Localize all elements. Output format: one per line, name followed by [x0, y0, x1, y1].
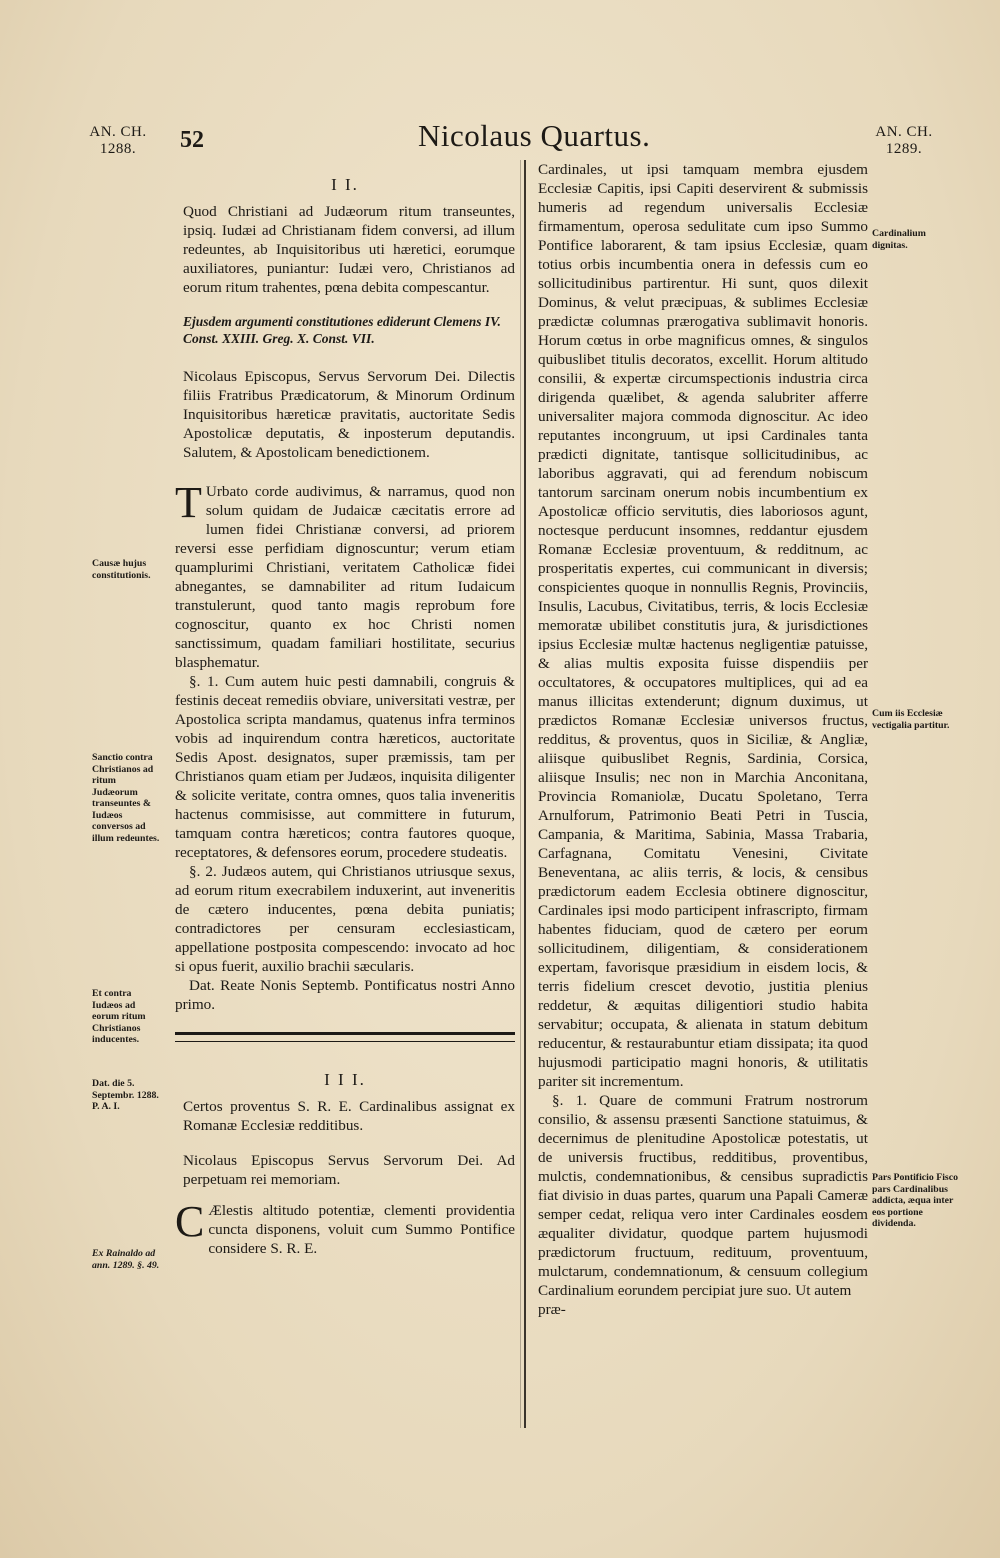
an-ch-label-right: AN. CH.	[875, 124, 933, 140]
margin-note-cardinalium: Cardinalium dignitas.	[872, 228, 926, 251]
year-left: 1288.	[99, 141, 137, 157]
section-ii-note: Ejusdem argumenti constitutiones ediderunt Clemens IV. Const. XXIII. Greg. X. Const. VII.	[183, 314, 501, 346]
catchword: præ-	[538, 1301, 566, 1318]
margin-note-pars-pontificio: Pars Pontificio Fisco pars Cardinalibus addicta, æqua inter eos portione dividenda.	[872, 1172, 958, 1229]
margin-note-causae: Causæ hujus constitutionis.	[92, 558, 151, 581]
running-title: Nicolaus Quartus.	[418, 118, 651, 153]
margin-note-contra-iudaeos: Et contra Iudæos ad eorum ritum Christianos inducentes.	[92, 988, 146, 1045]
right-column	[538, 160, 868, 1319]
dropcap-t: T	[175, 478, 202, 527]
right-paragraph-2: §. 1. Quare de communi Fratrum nostrorum consilio, & assensu præsenti Sanctione statuimus, & decernimus de plenitudine Apostolicæ potestatis, ut de universis fructibus, redditibus, proventibus, mulctis, condemnationibus, & censibus supradictis fiat divisio in duas partes, quarum una Papali Cameræ semper cedat, reliqua vero inter Cardinales eosdem æqualiter dividatur, quodque partem hujusmodi prædictorum fructuum, redituum, proventuum, mulctarum, condemnationum, & censuum collegium Cardinalium eorundem percipiat jure suo. Ut autem	[538, 1092, 868, 1299]
section-ii-address: Nicolaus Episcopus, Servus Servorum Dei. Dilectis filiis Fratribus Prædicatorum, & Minorum Ordinum Inquisitoribus hæreticæ pravitatis, auctoritate Sedis Apostolicæ deputatis, & inposterum deputandis. Salutem, & Apostolicam benedictionem.	[183, 368, 515, 461]
section-iii-heading: I I I.	[324, 1070, 366, 1089]
year-right: 1289.	[885, 141, 923, 157]
section-iii-summary: Certos proventus S. R. E. Cardinalibus assignat ex Romanæ Ecclesiæ redditibus.	[183, 1098, 515, 1134]
section-iii-p1-text: Ælestis altitudo potentiæ, clementi providentia cuncta disponens, voluit cum Summo Pontifice considere S. R. E.	[208, 1202, 515, 1257]
an-ch-label-left: AN. CH.	[89, 124, 147, 140]
left-column	[175, 175, 515, 1258]
section-ii-p1-text: Urbato corde audivimus, & narramus, quod non solum quidam de Judaicæ cæcitatis errore ad lumen fidei Christianæ conversi, ad priorem reversi esse perfidiam dignoscuntur; verum etiam quamplurimi Christiani, veritatem Catholicæ fidei abnegantes, se damnabiliter ad ritum Iudaicum transtulerunt, quod tanto magis reprobum fore cognoscitur, quanto ex hoc Christi nomen sanctissimum, quadam familiari hostilitate, securius blasphematur.	[175, 483, 515, 671]
section-iii-body	[175, 1197, 515, 1258]
margin-note-vectigalia: Cum iis Ecclesiæ vectigalia partitur.	[872, 708, 950, 731]
section-ii-first-paragraph	[175, 478, 515, 672]
section-ii-heading: I I.	[331, 175, 359, 194]
column-divider-thin	[520, 160, 521, 1428]
right-paragraph-1: Cardinales, ut ipsi tamquam membra ejusdem Ecclesiæ Capitis, ipsi Capiti deservirent & submissis humeris ad regendum universalis Ecclesiæ firmamentum, operosa sedulitate cum ipso Summo Pontifice laborarent, & tam ipsius Ecclesiæ, quam totius orbis incumbentia onera in defessis cum eo sollicitudinibus partirentur. Hi sunt, quos dilexit Dominus, & velut præcipuas, & sublimes Ecclesiæ prædictæ columnas prærogativa sublimavit honoris. Horum cœtus in orbe magnificus omnes, & singulos quibuslibet titulis decoratos, excellit. Horum altitudo consilii, & expertæ circumspectionis industria circa dirigenda quælibet, & agenda salubriter afferre universaliter majora commoda dignoscitur. Ac ideo reputantes incongruum, ut ipsi Cardinales tanta prædicti dignitate, tantisque sollicitudinibus, ac laboribus aggravati, qui ad ferendum nobiscum tantorum sarcinam onerum nobis incumbentium ex Apostolicæ officio servitutis, dies laboriosos agunt, noctesque perducunt insomnes, reddantur ejusdem Romanæ Ecclesiæ proventuum, & redditnum, ac prosperitatis expertes, cui communicant in diversis; conspicientes quoque in nonnullis Regnis, Provinciis, Insulis, Lacubus, Civitatibus, terris, & locis Ecclesiæ memoratæ ubilibet constitutis jura, & jurisdictiones ipsius Ecclesiæ multæ hactenus negligentiæ patuisse, & alias multis exposita fuisse dispendiis per occultatores, & occupatores multiplices, qui ad ea manus illicitas extenderunt; dignum duximus, ut prædictos Romanæ Ecclesiæ universos fructus, redditus, & proventus, quos in Siciliæ, & Angliæ, aliisque quibuslibet Regnis, Sardinia, Corsica, aliisque Insulis; nec non in Marchia Anconitana, Provincia Romaniolæ, Ducatu Spoletano, Terra Arnulforum, Patrimonio Beati Petri in Tuscia, Campania, & Maritima, Sabinia, Massa Trabaria, Carfagnana, Comitatu Venesini, Civitate Beneventana, ac aliis terris, & locis, & censibus prædictorum eadem Ecclesia obtinere dignoscitur, Cardinales ipsi modo participent infrascripto, firmam habentes fiduciam, quod de cætero per eorum sollicitudinem, diligentiam, & considerationem expertam, favorisque præsidium in eisdem locis, & terris fidelium crescet devotio, justitia plenius reddetur, & æquitas diligentiori studio habita servabitur; occupata, & alienata in statum debitum reducentur, & restaurabuntur etiam dissipata; ita quod hujusmodi participatio magni honoris, & utilitatis pariter sit incrementum.	[538, 161, 868, 1090]
margin-note-rainaldo: Ex Rainaldo ad ann. 1289. §. 49.	[92, 1248, 160, 1271]
year-header-left	[78, 124, 158, 158]
section-ii-paragraph-2: §. 1. Cum autem huic pesti damnabili, congruis & festinis deceat remediis obviare, universitati vestræ, per Apostolica scripta mandamus, quatenus infra terminos vobis ad inquirendum contra hæreticos, auctoritate Sedis Apost. designatos, super præmissis, tam per Christianos quam etiam per Judæos, inquisita diligenter & solicite veritate, contra omnes, quos talia inveneritis hactenus commisisse, aut committere in futurum, tamquam contra hæreticos; contra fautores quoque, receptatores, & defensores eorum, procedere studeatis.	[175, 673, 515, 861]
section-iii-address: Nicolaus Episcopus Servus Servorum Dei. Ad perpetuam rei memoriam.	[183, 1152, 515, 1188]
section-rule	[175, 1032, 515, 1042]
section-ii-body	[175, 478, 515, 1014]
page-number: 52	[180, 127, 204, 153]
column-divider	[524, 160, 526, 1428]
margin-note-dat: Dat. die 5. Septembr. 1288. P. A. I.	[92, 1078, 159, 1112]
section-iii-first-paragraph	[175, 1197, 515, 1258]
section-ii-paragraph-3: §. 2. Judæos autem, qui Christianos utriusque sexus, ad eorum ritum execrabilem induxerint, aut inveneritis de cætero inducentes, pœna debita puniatis; contradictores per censuram ecclesiasticam, appellatione postposita compescendo: invocato ad hoc si opus fuerit, auxilio brachii sæcularis.	[175, 863, 515, 975]
dropcap-c: C	[175, 1197, 205, 1246]
margin-note-sanctio: Sanctio contra Christianos ad ritum Judæorum transeuntes & Iudæos conversos ad illum redeuntes.	[92, 752, 160, 844]
section-ii-summary: Quod Christiani ad Judæorum ritum transeuntes, ipsiq. Iudæi ad Christianam fidem conversi, ad illum redeuntes, ab Inquisitoribus uti hæretici, eorumque auxiliatores, puniantur: Iudæi vero, Christianos ad eorum ritum trahentes, pœna debita compescantur.	[183, 203, 515, 296]
year-header-right	[864, 124, 944, 158]
section-ii-dat: Dat. Reate Nonis Septemb. Pontificatus nostri Anno primo.	[175, 977, 515, 1013]
